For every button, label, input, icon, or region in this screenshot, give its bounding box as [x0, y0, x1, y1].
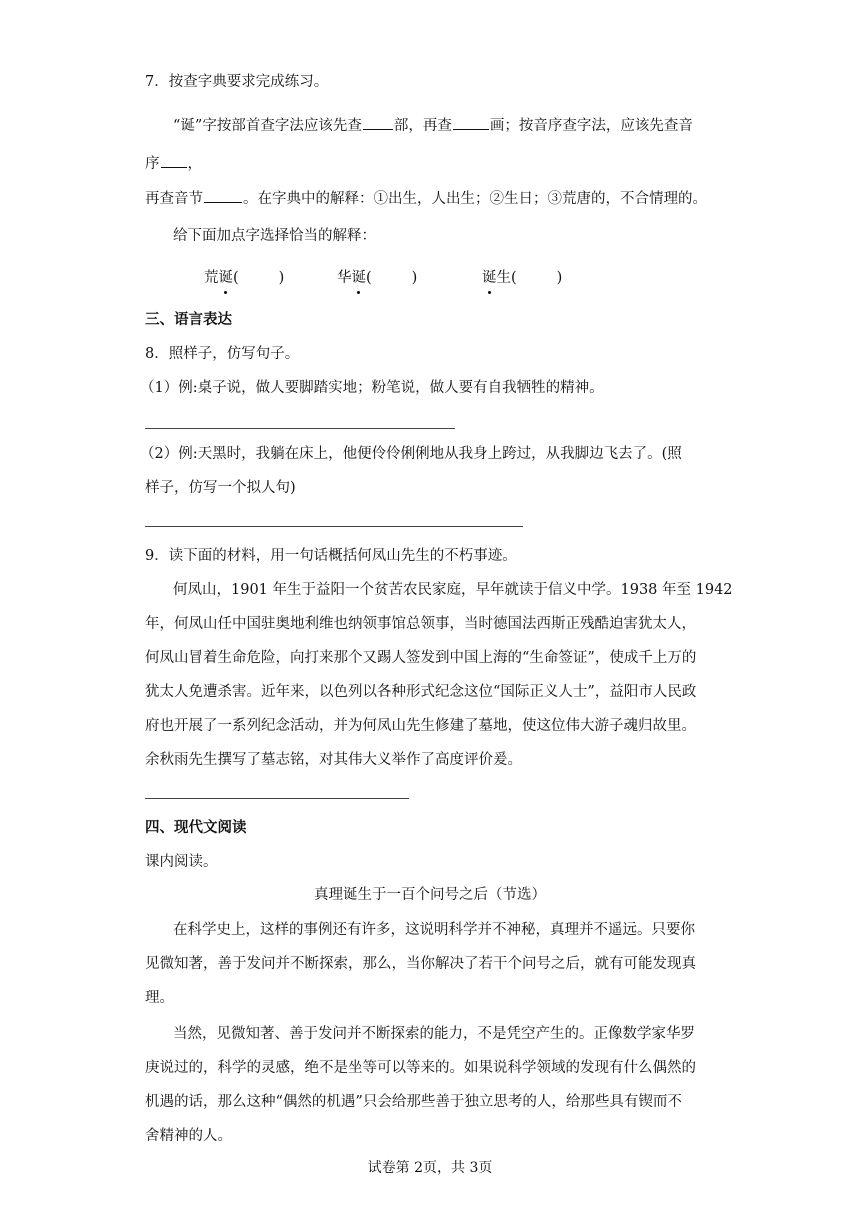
q7-text-e: ，	[187, 156, 202, 172]
reading-p1-line-3: 理。	[145, 990, 174, 1006]
q7-text-f: 再查音节	[145, 191, 203, 207]
word-choice-3	[482, 268, 562, 288]
q8-item-2-line-2: 样子，仿写一个拟人句)	[145, 480, 296, 496]
dotted-char-3: 诞	[482, 270, 497, 286]
paren-open-1: (	[233, 270, 239, 286]
q9-para-line-1: 何凤山，1901 年生于益阳一个贫苦农民家庭，早年就读于信义中学。1938 年至 1942	[173, 582, 733, 598]
answer-blank-syllable[interactable]	[204, 188, 242, 203]
q8-item-2-line-1: （2）例:天黑时，我躺在床上，他便伶伶俐俐地从我身上跨过，从我脚边飞去了。(照	[140, 446, 682, 462]
q9-para-line-6: 余秋雨先生撰写了墓志铭，对其伟大义举作了高度评价爰。	[145, 752, 522, 768]
answer-blank-radical[interactable]	[363, 115, 393, 130]
q7-line-3	[145, 188, 707, 209]
q8-item-1: （1）例:桌子说，做人要脚踏实地；粉笔说，做人要有自我牺牲的精神。	[140, 380, 604, 396]
answer-blank-strokes[interactable]	[453, 115, 489, 130]
q9-para-line-5: 府也开展了一系列纪念活动，并为何凤山先生修建了墓地，使这位伟大游子魂归故里。	[145, 718, 696, 734]
reading-p2-line-4: 舍精神的人。	[145, 1128, 232, 1144]
q7-line-1	[173, 115, 693, 136]
dotted-char-2: 诞	[351, 270, 366, 286]
q7-text-d: 序	[145, 156, 160, 172]
section-4-subheading: 课内阅读。	[145, 854, 218, 870]
q7-text-c: 画；按音序查字法，应该先查音	[489, 118, 693, 134]
answer-line-q8-1[interactable]	[145, 428, 455, 429]
q7-line-2	[145, 153, 202, 174]
q7-text-b: 部，再查	[393, 118, 452, 134]
paren-close-2: )	[411, 270, 418, 286]
word-choice-2	[337, 268, 417, 288]
q9-para-line-2: 年，何凤山任中国驻奥地利维也纳领事馆总领事，当时德国法西斯正残酷迫害犹太人，	[145, 616, 696, 632]
section-4-heading: 四、现代文阅读	[145, 819, 247, 836]
reading-p2-line-1: 当然，见微知著、善于发问并不断探索的能力，不是凭空产生的。正像数学家华罗	[173, 1026, 695, 1042]
word-2-pre: 华	[337, 270, 352, 286]
reading-p1-line-1: 在科学史上，这样的事例还有许多，这说明科学并不神秘，真理并不遥远。只要你	[173, 922, 695, 938]
q8-title: 8．照样子，仿写句子。	[145, 346, 300, 362]
reading-title: 真理诞生于一百个问号之后（节选）	[314, 887, 546, 903]
paren-open-2: (	[366, 270, 372, 286]
word-3-post: 生	[496, 270, 511, 286]
page-footer: 试卷第 2页，共 3页	[367, 1160, 493, 1176]
answer-line-q8-2[interactable]	[145, 526, 523, 527]
dotted-char-1: 诞	[218, 270, 233, 286]
section-3-heading: 三、语言表达	[145, 311, 232, 328]
q9-para-line-3: 何凤山冒着生命危险，向打来那个又踢人签发到中国上海的“生命签证”，使成千上万的	[145, 650, 697, 666]
reading-p1-line-2: 见微知著，善于发问并不断探索，那么，当你解决了若干个问号之后，就有可能发现真	[145, 956, 696, 972]
word-choice-1	[204, 268, 284, 288]
q9-title: 9．读下面的材料，用一句话概括何凤山先生的不朽事迹。	[145, 548, 517, 564]
answer-line-q9[interactable]	[145, 798, 409, 799]
reading-p2-line-3: 机遇的话，那么这种“偶然的机遇”只会给那些善于独立思考的人，给那些具有锲而不	[145, 1094, 682, 1110]
q9-para-line-4: 犹太人免遭杀害。近年来，以色列以各种形式纪念这位“国际正义人士”，益阳市人民政	[145, 684, 697, 700]
q7-text-a: “诞”字按部首查字法应该先查	[173, 118, 362, 134]
q7-title: 7．按查字典要求完成练习。	[145, 74, 329, 90]
paren-close-3: )	[556, 270, 563, 286]
paren-open-3: (	[511, 270, 517, 286]
answer-blank-letter[interactable]	[161, 153, 187, 168]
word-1-pre: 荒	[204, 270, 219, 286]
paren-close-1: )	[278, 270, 285, 286]
reading-p2-line-2: 庚说过的，科学的灵感，绝不是坐等可以等来的。如果说科学领域的发现有什么偶然的	[145, 1060, 696, 1076]
q7-instruction: 给下面加点字选择恰当的解释：	[173, 228, 376, 244]
q7-text-g: 。在字典中的解释：①出生，人出生；②生日；③荒唐的，不合情理的。	[243, 191, 707, 207]
